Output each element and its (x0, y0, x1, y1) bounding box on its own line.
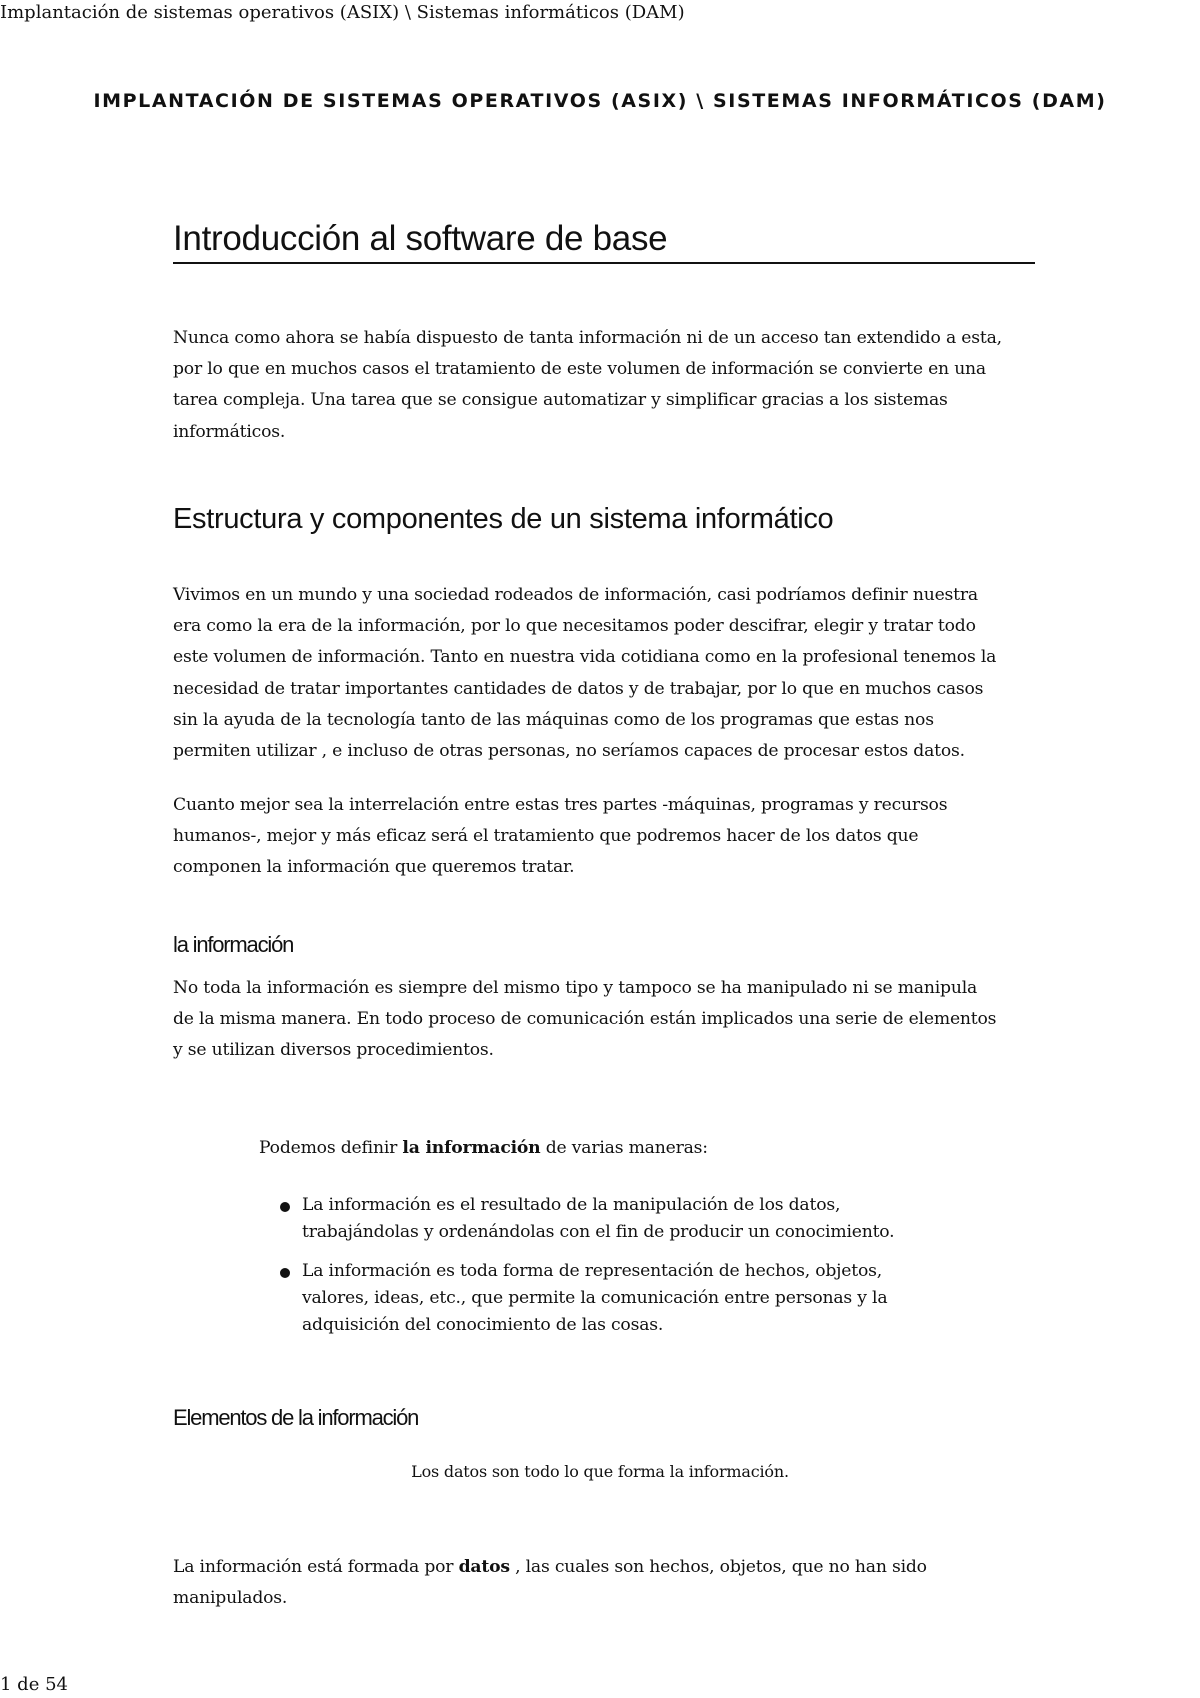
heading-informacion: la información (173, 932, 294, 957)
paragraph-1 (173, 580, 1053, 767)
section-title: Introducción al software de base (173, 218, 1035, 264)
paragraph-line: componen la información que queremos tratar. (173, 857, 575, 878)
callout-intro-text: de varias maneras: (540, 1138, 708, 1158)
callout-intro-text: Podemos definir (259, 1138, 403, 1158)
paragraph-2 (173, 790, 1053, 884)
paragraph-line: sin la ayuda de la tecnología tanto de las máquinas como de los programas que estas nos (173, 709, 934, 730)
definition-list (259, 1192, 979, 1351)
intro-paragraph (173, 323, 1053, 448)
paragraph-line: No toda la información es siempre del mismo tipo y tampoco se ha manipulado ni se manipula (173, 978, 978, 998)
paragraph-line (173, 1552, 1053, 1583)
paragraph-3 (173, 973, 1053, 1067)
list-item-line: trabajándolas y ordenándolas con el fin de producir un conocimiento. (302, 1222, 895, 1242)
callout-intro (259, 1138, 999, 1158)
paragraph-line: Cuanto mejor sea la interrelación entre estas tres partes -máquinas, programas y recursos (173, 795, 948, 815)
bullet-icon (280, 1268, 290, 1278)
course-title: IMPLANTACIÓN DE SISTEMAS OPERATIVOS (ASIX) \ SISTEMAS INFORMÁTICOS (DAM) (93, 90, 1107, 112)
definition-callout (259, 1138, 999, 1335)
intro-line: informáticos. (173, 421, 286, 442)
list-item (259, 1192, 979, 1246)
list-item-line: adquisición del conocimiento de las cosas. (302, 1315, 664, 1335)
list-item-line: La información es toda forma de representación de hechos, objetos, (302, 1261, 883, 1281)
final-paragraph-bold: datos (458, 1557, 510, 1577)
running-header: Implantación de sistemas operativos (ASIX) \ Sistemas informáticos (DAM) (0, 2, 685, 23)
intro-line: por lo que en muchos casos el tratamiento de este volumen de información se convierte en una (173, 359, 986, 380)
list-item (259, 1258, 979, 1339)
paragraph-line: era como la era de la información, por lo que necesitamos poder descifrar, elegir y tratar todo (173, 616, 976, 637)
paragraph-line: humanos-, mejor y más eficaz será el tratamiento que podremos hacer de los datos que (173, 826, 919, 847)
centered-note: Los datos son todo lo que forma la información. (411, 1462, 789, 1481)
list-item-line: La información es el resultado de la manipulación de los datos, (302, 1195, 841, 1215)
callout-intro-bold: la información (402, 1138, 541, 1158)
final-paragraph-text: , las cuales son hechos, objetos, que no han sido (509, 1557, 927, 1577)
page-number: 1 de 54 (0, 1674, 68, 1695)
paragraph-line: permiten utilizar , e incluso de otras personas, no seríamos capaces de procesar estos datos. (173, 741, 965, 762)
paragraph-line: Vivimos en un mundo y una sociedad rodeados de información, casi podríamos definir nuestra (173, 585, 978, 605)
subsection-title: Estructura y componentes de un sistema informático (173, 503, 834, 535)
paragraph-line: de la misma manera. En todo proceso de comunicación están implicados una serie de elementos (173, 1009, 997, 1030)
paragraph-line: este volumen de información. Tanto en nuestra vida cotidiana como en la profesional tenemos la (173, 647, 997, 668)
intro-line: tarea compleja. Una tarea que se consigue automatizar y simplificar gracias a los sistemas (173, 390, 948, 411)
intro-line: Nunca como ahora se había dispuesto de tanta información ni de un acceso tan extendido a esta, (173, 328, 1002, 348)
final-paragraph-text: La información está formada por (173, 1557, 459, 1577)
final-paragraph (173, 1552, 1053, 1614)
bullet-icon (280, 1202, 290, 1212)
paragraph-line: manipulados. (173, 1588, 288, 1609)
paragraph-line: necesidad de tratar importantes cantidades de datos y de trabajar, por lo que en muchos casos (173, 678, 984, 699)
list-item-line: valores, ideas, etc., que permite la comunicación entre personas y la (302, 1288, 888, 1308)
paragraph-line: y se utilizan diversos procedimientos. (173, 1040, 494, 1061)
heading-elementos: Elementos de la información (173, 1405, 419, 1430)
